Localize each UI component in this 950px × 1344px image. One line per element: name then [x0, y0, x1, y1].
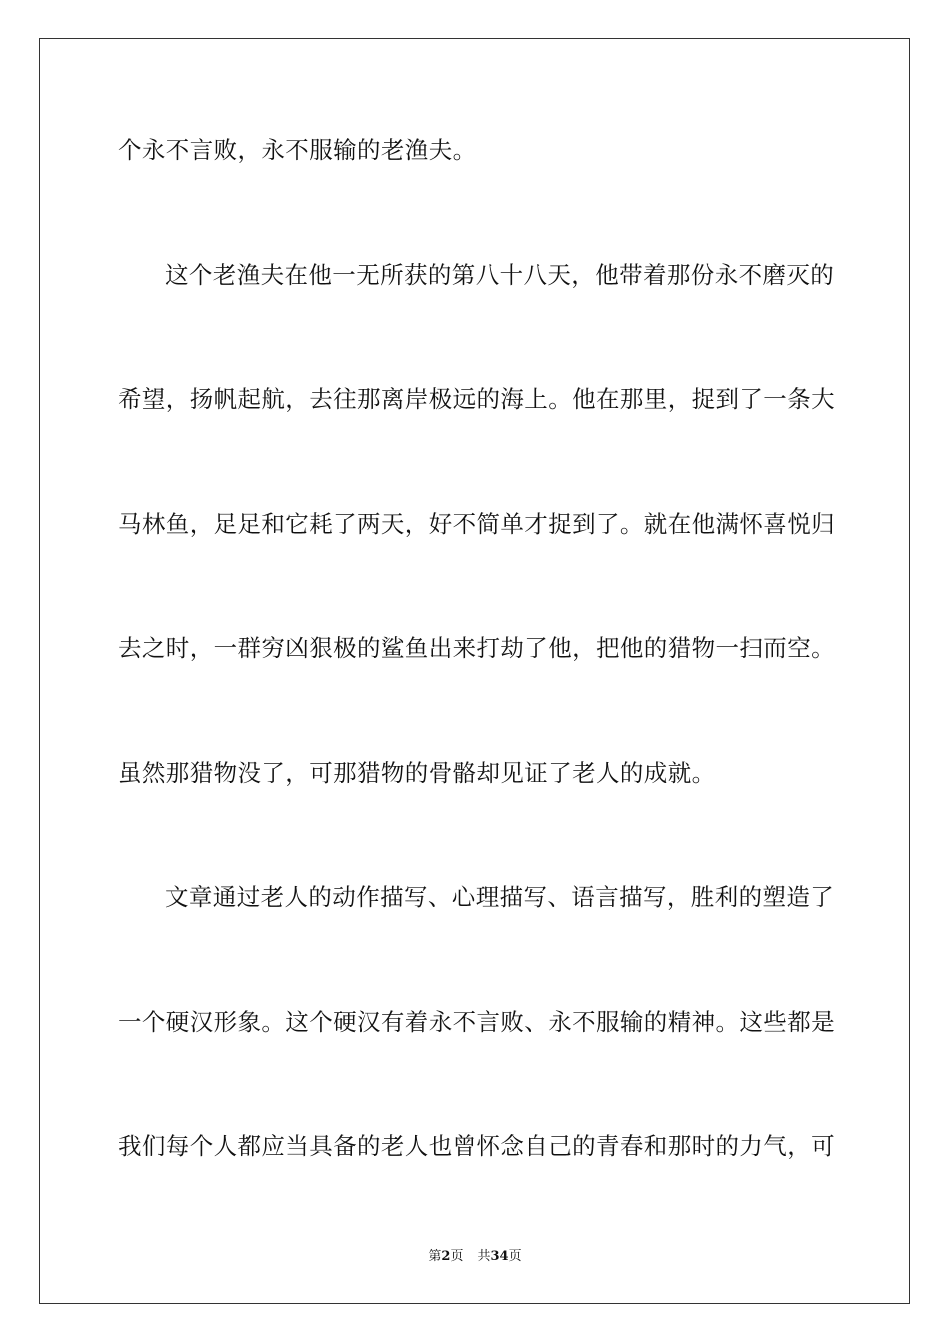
page-footer	[0, 1248, 950, 1266]
text-line: 虽然那猎物没了，可那猎物的骨骼却见证了老人的成就。	[118, 759, 716, 787]
text-line: 希望，扬帆起航，去往那离岸极远的海上。他在那里，捉到了一条大	[118, 385, 835, 413]
page-number: 2	[441, 1249, 451, 1264]
text-line: 个永不言败，永不服输的老渔夫。	[118, 136, 477, 164]
text-line: 一个硬汉形象。这个硬汉有着永不言败、永不服输的精神。这些都是	[118, 1008, 835, 1036]
text-line: 去之时，一群穷凶狠极的鲨鱼出来打劫了他，把他的猎物一扫而空。	[118, 634, 835, 662]
text-line: 这个老渔夫在他一无所获的第八十八天，他带着那份永不磨灭的	[165, 261, 835, 289]
page-border	[39, 38, 910, 1304]
page-suffix: 页	[450, 1249, 464, 1264]
total-pages: 34	[490, 1249, 509, 1264]
page-prefix: 第	[428, 1249, 442, 1264]
text-line: 文章通过老人的动作描写、心理描写、语言描写，胜利的塑造了	[165, 883, 835, 911]
text-line: 马林鱼，足足和它耗了两天，好不简单才捉到了。就在他满怀喜悦归	[118, 510, 835, 538]
total-suffix: 页	[508, 1249, 522, 1264]
total-prefix: 共	[477, 1249, 491, 1264]
text-line: 我们每个人都应当具备的老人也曾怀念自己的青春和那时的力气，可	[118, 1132, 835, 1160]
